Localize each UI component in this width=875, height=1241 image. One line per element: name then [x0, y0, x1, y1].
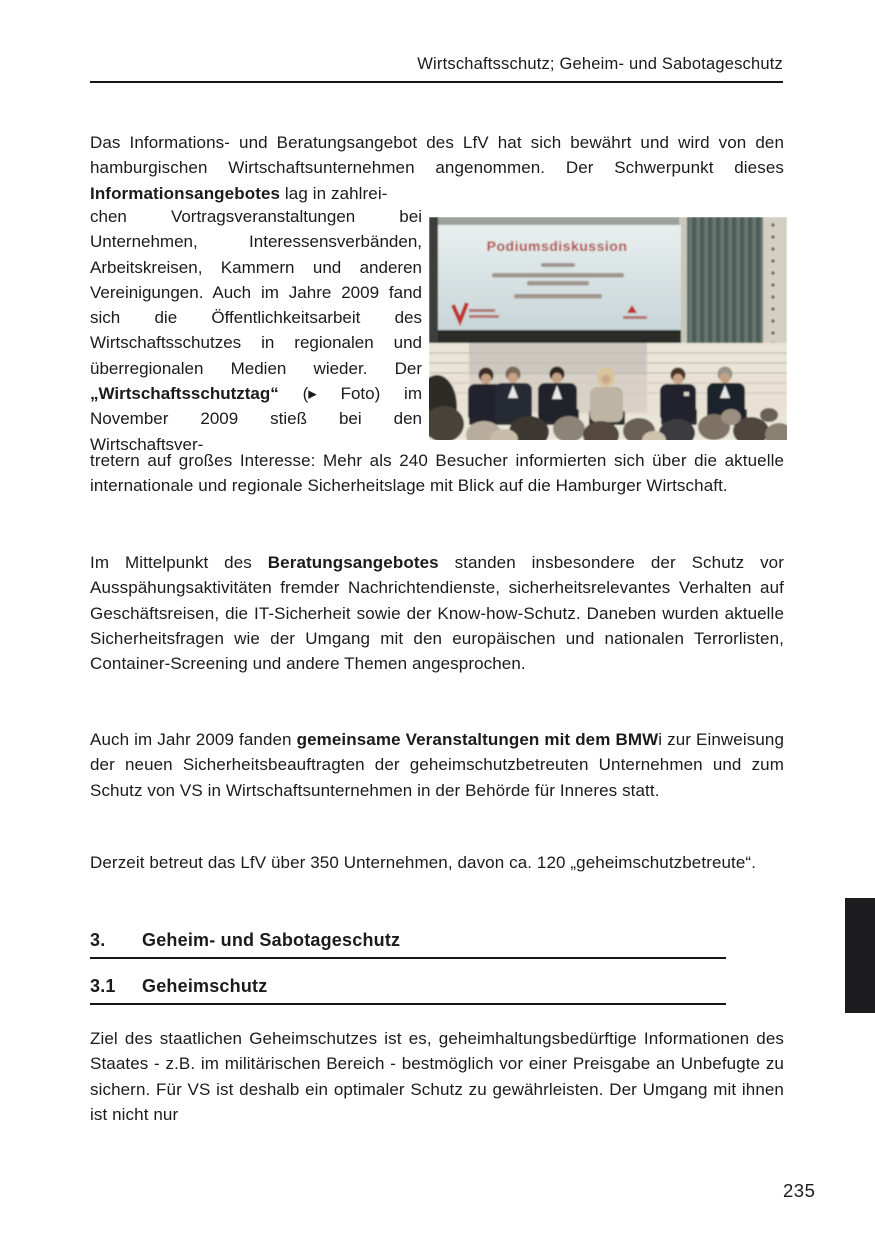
stage-curtain — [687, 217, 763, 348]
paragraph-geheimschutz: Ziel des staatlichen Geheimschutzes ist es, geheimhaltungsbedürftige Informationen des Staates - z.B. im militärischen Bereich - bestmöglich vor einer Preisgabe an Unbefugte zu sichern. Für VS ist deshalb ein optimaler Schutz zu gewährleisten. Der Umgang mit ihnen ist nicht nur — [90, 1029, 784, 1124]
paragraph-intro-wrapped: chen Vortragsveranstaltungen bei Unternehmen, Interessensverbänden, Arbeitskreisen, Kammern und anderen Vereinigungen. Auch im Jahre 2009 fand sich die Öffentlichkeitsarbeit des Wirtschaftsschutzes in regionalen und überregionalen Medien wieder. Der „Wirtschaftsschutztag“ (▸ Foto) im November 2009 stieß bei den Wirtschaftsver- — [90, 207, 422, 454]
heading-3-1 — [90, 976, 726, 1005]
heading-3-1-number: 3.1 — [90, 976, 116, 996]
paragraph-bmwi: Auch im Jahr 2009 fanden gemeinsame Veranstaltungen mit dem BMWi zur Einweisung der neuen Sicherheitsbeauftragten der geheimschutzbetreuten Unternehmen und zum Schutz von VS in Wirtschaftsunternehmen in der Behörde für Inneres statt. — [90, 730, 785, 800]
paragraph-intro-end: tretern auf großes Interesse: Mehr als 240 Besucher informierten sich über die aktuelle internationale und regionale Sicherheitslage mit Blick auf die Hamburger Wirtschaft. — [90, 451, 784, 496]
thumb-index-tab — [845, 898, 875, 1013]
paragraph-intro: Das Informations- und Beratungsangebot des LfV hat sich bewährt und wird von den hamburgischen Wirtschaftsunternehmen angenommen. Der Schwerpunkt dieses Informationsangebotes lag in zahlrei- — [90, 133, 784, 203]
heading-3-number: 3. — [90, 930, 106, 950]
heading-3-title: Geheim- und Sabotageschutz — [142, 930, 401, 950]
heading-3 — [90, 930, 726, 959]
podium-discussion-photo — [429, 217, 787, 440]
running-header: Wirtschaftsschutz; Geheim- und Sabotageschutz — [417, 55, 783, 73]
paragraph-beratung: Im Mittelpunkt des Beratungsangebotes standen insbesondere der Schutz vor Ausspähungsaktivitäten fremder Nachrichtendienste, sicherheitsrelevantes Verhalten auf Geschäftsreisen, die IT-Sicherheit sowie der Know-how-Schutz. Daneben wurden aktuelle Sicherheitsfragen wie der Umgang mit den europäischen und nationalen Terrorlisten, Container-Screening und andere Themen angesprochen. — [90, 553, 784, 674]
photo-canvas — [429, 217, 787, 440]
heading-3-1-title: Geheimschutz — [142, 976, 268, 996]
page-number: 235 — [783, 1180, 816, 1201]
slide-title: Podiumsdiskussion — [486, 238, 628, 254]
screen-bottom-bar — [438, 330, 681, 343]
paragraph-betreuung: Derzeit betreut das LfV über 350 Unternehmen, davon ca. 120 „geheimschutzbetreute“. — [90, 853, 757, 872]
header-rule — [90, 81, 783, 83]
text-wrap-section — [90, 204, 784, 464]
